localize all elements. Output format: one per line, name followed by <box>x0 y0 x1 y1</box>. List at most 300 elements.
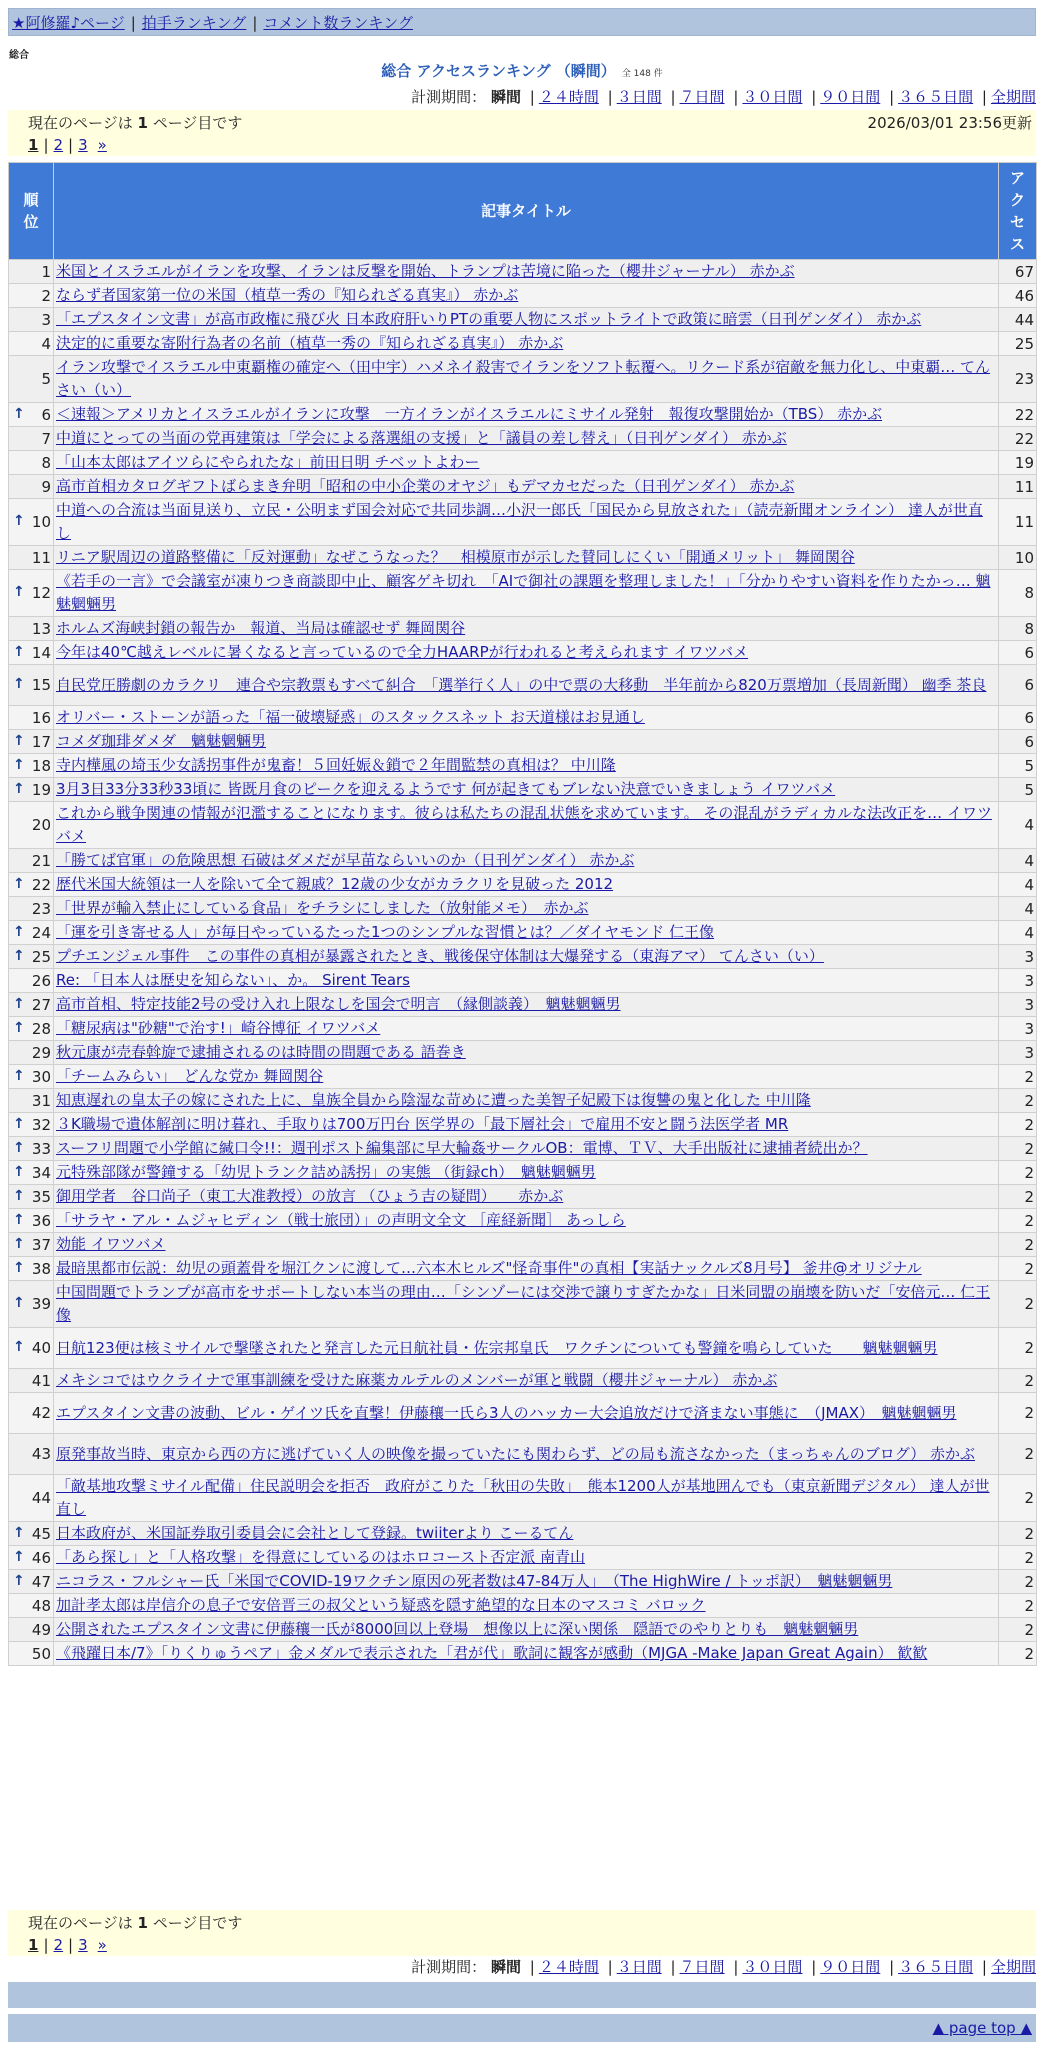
access-count: 3 <box>999 993 1037 1017</box>
title-cell <box>54 1393 999 1434</box>
table-row <box>9 1209 1037 1233</box>
next-page-link[interactable]: » <box>97 136 107 154</box>
period-label: 計測期間： <box>411 88 487 106</box>
access-count: 3 <box>999 1041 1037 1065</box>
rank-number: 48 <box>31 1596 51 1615</box>
rank-cell <box>9 754 54 778</box>
title-cell <box>54 1618 999 1642</box>
rank-cell <box>9 427 54 451</box>
access-count: 5 <box>999 754 1037 778</box>
table-row <box>9 260 1037 284</box>
access-count: 4 <box>999 921 1037 945</box>
rank-number: 20 <box>31 816 51 834</box>
rank-header: 順位 <box>9 163 54 260</box>
table-row <box>9 356 1037 403</box>
title-cell <box>54 1137 999 1161</box>
top-nav <box>8 8 1036 36</box>
article-link[interactable]: 歴代米国大統領は一人を除いて全て親戚？12歳の少女がカラクリを見破った 2012 <box>56 875 614 893</box>
rank-cell <box>9 993 54 1017</box>
category-label: 総合 <box>9 50 29 61</box>
rank-number: 32 <box>31 1115 51 1134</box>
rank-number: 28 <box>31 1019 51 1038</box>
rank-number: 47 <box>31 1572 51 1591</box>
title-cell <box>54 499 999 546</box>
title-cell <box>54 1113 999 1137</box>
rank-up-arrow-icon: ↑ <box>13 1211 25 1228</box>
title-cell <box>54 403 999 427</box>
rank-cell <box>9 403 54 427</box>
table-row <box>9 1618 1037 1642</box>
table-row <box>9 1161 1037 1185</box>
article-link[interactable]: 効能 イワツバメ <box>56 1235 166 1253</box>
period-link-90d[interactable]: ９０日間 <box>820 1958 881 1976</box>
title-cell <box>54 1522 999 1546</box>
rank-number: 2 <box>41 286 51 305</box>
period-link-90d[interactable]: ９０日間 <box>820 88 881 106</box>
title-cell <box>54 1642 999 1666</box>
rank-up-arrow-icon: ↑ <box>13 1235 25 1252</box>
access-count: 67 <box>999 260 1037 284</box>
article-link[interactable]: 今年は40℃越えレベルに暑くなると言っているので全力HAARPが行われると考えられます イワツバメ <box>56 643 749 661</box>
access-count: 2 <box>999 1393 1037 1434</box>
rank-number: 38 <box>31 1259 51 1278</box>
article-link[interactable]: オリバー・ストーンが語った「福一破壊疑惑」のスタックスネット お天道様はお見通し <box>56 708 645 726</box>
period-link-24h[interactable]: ２４時間 <box>538 88 599 106</box>
rank-cell <box>9 1546 54 1570</box>
table-row <box>9 1113 1037 1137</box>
rank-up-arrow-icon: ↑ <box>13 1259 25 1276</box>
rank-number: 33 <box>31 1139 51 1158</box>
title-cell <box>54 546 999 570</box>
article-link[interactable]: リニア駅周辺の道路整備に「反対運動」なぜこうなった？ 相模原市が示した賛同しにくい「開通メリット」 舞岡関谷 <box>56 548 855 566</box>
article-link[interactable]: 《飛躍日本/7》「りくりゅうペア」金メダルで表示された「君が代」歌詞に観客が感動（MJGA -Make Japan Great Again） 歓歓 <box>56 1644 928 1662</box>
table-header <box>9 163 1037 260</box>
rank-number: 31 <box>31 1091 51 1110</box>
article-link[interactable]: スーフリ問題で小学館に緘口令!!：週刊ポスト編集部に早大輪姦サークルOB：電博、ＴＶ、大手出版社に逮捕者続出か？ <box>56 1139 868 1157</box>
page-info-top <box>8 110 1036 156</box>
table-row <box>9 897 1037 921</box>
page-link-3[interactable]: 3 <box>78 136 88 154</box>
access-count: 2 <box>999 1369 1037 1393</box>
table-row <box>9 546 1037 570</box>
rank-up-arrow-icon: ↑ <box>13 1548 25 1565</box>
table-row <box>9 1257 1037 1281</box>
rank-number: 1 <box>41 262 51 281</box>
table-row <box>9 617 1037 641</box>
page-info-text: 現在のページは <box>28 1914 138 1932</box>
table-row <box>9 873 1037 897</box>
rank-up-arrow-icon: ↑ <box>13 1572 25 1589</box>
current-page-number: 1 <box>137 1914 148 1932</box>
title-cell <box>54 1017 999 1041</box>
page-link-2[interactable]: 2 <box>53 1936 64 1954</box>
article-link[interactable]: 「勝てば官軍」の危険思想 石破はダメだが早苗ならいいのか（日刊ゲンダイ） 赤かぶ <box>56 851 635 869</box>
article-link[interactable]: 日本政府が、米国証券取引委員会に会社として登録。twiiterより こーるてん <box>56 1524 574 1542</box>
page-info-bottom <box>8 1910 1036 1956</box>
title-cell <box>54 754 999 778</box>
access-count: 11 <box>999 499 1037 546</box>
article-link[interactable]: 「チームみらい」 どんな党か 舞岡関谷 <box>56 1067 324 1085</box>
rank-number: 11 <box>31 548 51 567</box>
table-row <box>9 499 1037 546</box>
page-link-2[interactable]: 2 <box>53 136 64 154</box>
access-count: 10 <box>999 546 1037 570</box>
nav-link-applause-ranking[interactable]: 拍手ランキング <box>141 14 247 32</box>
period-link-30d[interactable]: ３０日間 <box>742 88 803 106</box>
page-1: 1 <box>28 1936 39 1954</box>
period-link-365d[interactable]: ３６５日間 <box>898 1958 974 1976</box>
article-link[interactable]: コメダ珈琲ダメダ 魑魅魍魎男 <box>56 732 267 750</box>
rank-number: 45 <box>31 1524 51 1543</box>
article-link[interactable]: 日航123便は核ミサイルで撃墜されたと発言した元日航社員・佐宗邦皇氏 ワクチンについても警鐘を鳴らしていた 魑魅魍魎男 <box>56 1338 938 1357</box>
page-top-link[interactable]: ▲ page top ▲ <box>932 2019 1032 2037</box>
title-cell <box>54 1185 999 1209</box>
access-count: 46 <box>999 284 1037 308</box>
title-cell <box>54 570 999 617</box>
rank-cell <box>9 499 54 546</box>
access-count: 2 <box>999 1137 1037 1161</box>
article-link[interactable]: 知恵遅れの皇太子の嫁にされた上に、皇族全員から陰湿な苛めに遭った美智子妃殿下は復讐の鬼と化した 中川隆 <box>56 1091 811 1109</box>
rank-cell <box>9 1570 54 1594</box>
article-link[interactable]: 「山本太郎はアイツらにやられたな」前田日明 チベットよわー <box>56 453 480 471</box>
title-cell <box>54 356 999 403</box>
title-cell <box>54 427 999 451</box>
period-current: 瞬間 <box>490 88 521 106</box>
rank-cell <box>9 802 54 849</box>
article-link[interactable]: 原発事故当時、東京から西の方に逃げていく人の映像を撮っていたにも関わらず、どの局も流さなかった（まっちゃんのブログ） 赤かぶ <box>56 1444 976 1463</box>
title-cell <box>54 1546 999 1570</box>
title-cell <box>54 1089 999 1113</box>
access-count: 2 <box>999 1570 1037 1594</box>
period-link-7d[interactable]: ７日間 <box>679 88 725 106</box>
title-cell <box>54 1594 999 1618</box>
rank-cell <box>9 1089 54 1113</box>
access-count: 22 <box>999 427 1037 451</box>
nav-link-home[interactable]: ★阿修羅♪ページ <box>12 14 125 32</box>
article-link[interactable]: これから戦争関連の情報が氾濫することになります。彼らは私たちの混乱状態を求めています。 その混乱がラディカルな法改正を… イワツバメ <box>56 804 992 845</box>
rank-cell <box>9 1434 54 1475</box>
title-cell <box>54 1281 999 1328</box>
article-link[interactable]: ならず者国家第一位の米国（植草一秀の『知られざる真実』） 赤かぶ <box>56 286 519 304</box>
access-count: 6 <box>999 706 1037 730</box>
nav-link-comment-ranking[interactable]: コメント数ランキング <box>263 14 413 32</box>
article-link[interactable]: 寺内樺風の埼玉少女誘拐事件が鬼畜！５回妊娠＆鎖で２年間監禁の真相は？ 中川隆 <box>56 756 616 774</box>
rank-up-arrow-icon: ↑ <box>13 643 25 660</box>
rank-number: 22 <box>31 875 51 894</box>
title-cell <box>54 1065 999 1089</box>
rank-number: 23 <box>31 899 51 918</box>
table-row <box>9 1017 1037 1041</box>
article-link[interactable]: 「敵基地攻撃ミサイル配備」住民説明会を拒否 政府がこりた「秋田の失敗」 熊本1200人が基地囲んでも（東京新聞デジタル） 達人が世直し <box>56 1477 990 1518</box>
access-count: 2 <box>999 1281 1037 1328</box>
rank-up-arrow-icon: ↑ <box>13 513 25 529</box>
access-header: アクセス <box>999 163 1037 260</box>
table-row <box>9 706 1037 730</box>
article-link[interactable]: 中国問題でトランプが高市をサポートしない本当の理由…「シンゾーには交渉で譲りすぎたかな」日米同盟の崩壊を防いだ「安倍元… 仁王像 <box>56 1283 991 1324</box>
title-cell <box>54 1233 999 1257</box>
table-row <box>9 1522 1037 1546</box>
rank-up-arrow-icon: ↑ <box>13 1019 25 1036</box>
access-count: 23 <box>999 356 1037 403</box>
table-row <box>9 849 1037 873</box>
title-cell <box>54 665 999 706</box>
article-link[interactable]: 公開されたエプスタイン文書に伊藤穰一氏が8000回以上登場 想像以上に深い関係 隠語でのやりとりも 魑魅魍魎男 <box>56 1620 859 1638</box>
title-cell <box>54 993 999 1017</box>
rank-up-arrow-icon: ↑ <box>13 780 25 797</box>
title-cell <box>54 969 999 993</box>
rank-cell <box>9 1475 54 1522</box>
rank-number: 13 <box>31 619 51 638</box>
rank-number: 6 <box>41 405 51 424</box>
article-link[interactable]: 《若手の一言》で会議室が凍りつき商談即中止、顧客ゲキ切れ 「AIで御社の課題を整理しました！」「分かりやすい資料を作りたかっ… 魑魅魍魎男 <box>56 572 991 613</box>
rank-cell <box>9 1328 54 1369</box>
rank-cell <box>9 570 54 617</box>
title-header: 記事タイトル <box>54 163 999 260</box>
access-count: 3 <box>999 945 1037 969</box>
page-link-3[interactable]: 3 <box>78 1936 88 1954</box>
article-link[interactable]: ニコラス・フルシャー氏「米国でCOVID-19ワクチン原因の死者数は47-84万人」 （The HighWire / トッポ訳） 魑魅魍魎男 <box>56 1572 893 1590</box>
rank-up-arrow-icon: ↑ <box>13 875 25 892</box>
pagination: 1 | 2 | 3 » <box>28 136 107 154</box>
pagination: 1 | 2 | 3 » <box>28 1936 107 1954</box>
rank-cell <box>9 969 54 993</box>
article-link[interactable]: 中道への合流は当面見送り、立民・公明まず国会対応で共同歩調…小沢一郎氏「国民から見放された」（読売新聞オンライン） 達人が世直し <box>56 501 983 542</box>
access-count: 3 <box>999 969 1037 993</box>
title-cell <box>54 1328 999 1369</box>
article-link[interactable]: 「糖尿病は"砂糖"で治す!」崎谷博征 イワツバメ <box>56 1019 381 1037</box>
title-cell <box>54 1369 999 1393</box>
rank-up-arrow-icon: ↑ <box>13 1115 25 1132</box>
table-row <box>9 969 1037 993</box>
rank-cell <box>9 1209 54 1233</box>
title-cell <box>54 332 999 356</box>
access-count: 8 <box>999 617 1037 641</box>
period-link-3d[interactable]: ３日間 <box>616 1958 662 1976</box>
period-link-all[interactable]: 全期間 <box>990 88 1036 106</box>
rank-number: 27 <box>31 995 51 1014</box>
article-link[interactable]: 「サラヤ・アル・ムジャヒディン（戦士旅団）」の声明文全文 ［産経新聞］ あっしら <box>56 1211 626 1229</box>
rank-cell <box>9 451 54 475</box>
rank-number: 44 <box>31 1489 51 1507</box>
access-count: 19 <box>999 451 1037 475</box>
rank-cell <box>9 849 54 873</box>
article-link[interactable]: ＜速報＞アメリカとイスラエルがイランに攻撃 一方イランがイスラエルにミサイル発射 報復攻撃開始か（TBS） 赤かぶ <box>56 405 883 423</box>
table-row <box>9 284 1037 308</box>
table-row <box>9 641 1037 665</box>
title-cell <box>54 897 999 921</box>
rank-number: 36 <box>31 1211 51 1230</box>
article-link[interactable]: 高市首相カタログギフトばらまき弁明「昭和の中小企業のオヤジ」もデマカセだった（日刊ゲンダイ） 赤かぶ <box>56 477 795 495</box>
rank-cell <box>9 1233 54 1257</box>
period-link-3d[interactable]: ３日間 <box>616 88 662 106</box>
access-count: 2 <box>999 1434 1037 1475</box>
rank-number: 3 <box>41 310 51 329</box>
table-row <box>9 945 1037 969</box>
period-selector-bottom: 計測期間： 瞬間 | ２４時間 | ３日間 | ７日間 | ３０日間 | ９０日間 | ３６５日間 | 全期間 <box>411 1958 1036 1976</box>
nav-separator: | <box>130 14 136 32</box>
article-link[interactable]: 「エプスタイン文書」が高市政権に飛び火 日本政府肝いりPTの重要人物にスポットライトで政策に暗雲（日刊ゲンダイ） 赤かぶ <box>56 310 922 328</box>
table-row <box>9 1281 1037 1328</box>
article-link[interactable]: 秋元康が売春斡旋で逮捕されるのは時間の問題である 語巻き <box>56 1043 466 1061</box>
table-row <box>9 730 1037 754</box>
access-count: 4 <box>999 897 1037 921</box>
table-row <box>9 1369 1037 1393</box>
article-link[interactable]: 「世界が輸入禁止にしている食品」をチラシにしました（放射能メモ） 赤かぶ <box>56 899 589 917</box>
rank-number: 14 <box>31 643 51 662</box>
access-count: 2 <box>999 1065 1037 1089</box>
article-link[interactable]: プチエンジェル事件 この事件の真相が暴露されたとき、戦後保守体制は大爆発する（東海アマ） てんさい（い） <box>56 947 824 965</box>
rank-number: 18 <box>31 756 51 775</box>
rank-number: 46 <box>31 1548 51 1567</box>
rank-up-arrow-icon: ↑ <box>13 1067 25 1084</box>
article-link[interactable]: ３K職場で遺体解剖に明け暮れ、手取りは700万円台 医学界の「最下層社会」で雇用不安と闘う法医学者 MR <box>56 1115 789 1133</box>
page-title-text: 総合 アクセスランキング （瞬間） <box>381 62 616 80</box>
article-link[interactable]: 自民党圧勝劇のカラクリ 連合や宗教票もすべて糾合 「選挙行く人」の中で票の大移動 半年前から820万票増加（長周新聞） 幽季 茶良 <box>56 675 987 694</box>
table-row <box>9 475 1037 499</box>
rank-up-arrow-icon: ↑ <box>13 1163 25 1180</box>
article-link[interactable]: 最暗黒都市伝説：幼児の頭蓋骨を堀江クンに渡して…六本木ヒルズ"怪奇事件"の真相【実話ナックルズ8月号】 釜井@オリジナル <box>56 1259 922 1277</box>
rank-number: 43 <box>31 1445 51 1463</box>
current-page-number: 1 <box>137 114 148 132</box>
access-count: 4 <box>999 873 1037 897</box>
rank-cell <box>9 546 54 570</box>
next-page-link[interactable]: » <box>97 1936 107 1954</box>
rank-up-arrow-icon: ↑ <box>13 923 25 940</box>
article-link[interactable]: 高市首相、特定技能2号の受け入れ上限なしを国会で明言 （縁側談義） 魑魅魍魎男 <box>56 995 621 1013</box>
rank-up-arrow-icon: ↑ <box>13 947 25 964</box>
rank-cell <box>9 1522 54 1546</box>
title-cell <box>54 617 999 641</box>
period-link-30d[interactable]: ３０日間 <box>742 1958 803 1976</box>
rank-up-arrow-icon: ↑ <box>13 756 25 773</box>
rank-cell <box>9 730 54 754</box>
rank-number: 9 <box>41 477 51 496</box>
title-cell <box>54 475 999 499</box>
rank-cell <box>9 1113 54 1137</box>
rank-number: 49 <box>31 1620 51 1639</box>
table-row <box>9 1328 1037 1369</box>
article-link[interactable]: 御用学者 谷口尚子（東工大准教授）の放言 （ひょう吉の疑問） 赤かぶ <box>56 1187 564 1205</box>
article-link[interactable]: エプスタイン文書の波動、ビル・ゲイツ氏を直撃！伊藤穰一氏ら3人のハッカー大会追放だけで済まない事態に （JMAX） 魑魅魍魎男 <box>56 1403 957 1422</box>
rank-number: 19 <box>31 780 51 799</box>
rank-number: 34 <box>31 1163 51 1182</box>
table-row <box>9 1570 1037 1594</box>
rank-number: 15 <box>31 676 51 694</box>
title-cell <box>54 1475 999 1522</box>
rank-number: 24 <box>31 923 51 942</box>
rank-cell <box>9 356 54 403</box>
rank-number: 16 <box>31 708 51 727</box>
table-row <box>9 1393 1037 1434</box>
title-cell <box>54 921 999 945</box>
rank-cell <box>9 1642 54 1666</box>
title-cell <box>54 778 999 802</box>
page-info-text: ページ目です <box>147 1914 243 1932</box>
article-link[interactable]: メキシコではウクライナで軍事訓練を受けた麻薬カルテルのメンバーが軍と戦闘（櫻井ジャーナル） 赤かぶ <box>56 1371 778 1389</box>
access-count: 6 <box>999 641 1037 665</box>
article-link[interactable]: 米国とイスラエルがイランを攻撃、イランは反撃を開始、トランプは苦境に陥った（櫻井ジャーナル） 赤かぶ <box>56 262 795 280</box>
rank-cell <box>9 1594 54 1618</box>
access-count: 3 <box>999 1017 1037 1041</box>
access-count: 4 <box>999 849 1037 873</box>
title-cell <box>54 1041 999 1065</box>
title-cell <box>54 706 999 730</box>
rank-number: 5 <box>41 370 51 388</box>
title-cell <box>54 1570 999 1594</box>
rank-number: 42 <box>31 1404 51 1422</box>
rank-cell <box>9 778 54 802</box>
article-link[interactable]: 元特殊部隊が警鐘する「幼児トランク詰め誘拐」の実態 （街録ch） 魑魅魍魎男 <box>56 1163 596 1181</box>
access-count: 11 <box>999 475 1037 499</box>
table-row <box>9 1642 1037 1666</box>
table-row <box>9 570 1037 617</box>
access-count: 4 <box>999 802 1037 849</box>
access-count: 6 <box>999 730 1037 754</box>
table-row <box>9 993 1037 1017</box>
article-link[interactable]: 「あら探し」と「人格攻撃」を得意にしているのはホロコースト否定派 南青山 <box>56 1548 586 1566</box>
article-link[interactable]: 「運を引き寄せる人」が毎日やっているたった1つのシンプルな習慣とは？／ダイヤモンド 仁王像 <box>56 923 715 941</box>
rank-cell <box>9 1369 54 1393</box>
article-link[interactable]: イラン攻撃でイスラエル中東覇権の確定へ（田中宇）ハメネイ殺害でイランをソフト転覆へ。リクード系が宿敵を無力化し、中東覇… てんさい（い） <box>56 358 991 399</box>
rank-up-arrow-icon: ↑ <box>13 1339 25 1355</box>
rank-cell <box>9 475 54 499</box>
title-cell <box>54 849 999 873</box>
rank-cell <box>9 921 54 945</box>
rank-number: 10 <box>31 513 51 531</box>
table-row <box>9 1233 1037 1257</box>
rank-number: 35 <box>31 1187 51 1206</box>
title-cell <box>54 873 999 897</box>
page-title <box>0 60 1044 81</box>
rank-number: 8 <box>41 453 51 472</box>
table-row <box>9 1065 1037 1089</box>
table-row <box>9 754 1037 778</box>
table-row <box>9 802 1037 849</box>
title-cell <box>54 284 999 308</box>
rank-number: 4 <box>41 334 51 353</box>
access-count: 2 <box>999 1185 1037 1209</box>
table-row <box>9 1434 1037 1475</box>
total-count: 全 148 件 <box>621 69 663 79</box>
rank-cell <box>9 1065 54 1089</box>
access-count: 6 <box>999 665 1037 706</box>
title-cell <box>54 802 999 849</box>
access-count: 2 <box>999 1089 1037 1113</box>
article-link[interactable]: 加計孝太郎は岸信介の息子で安倍晋三の叔父という疑惑を隠す絶望的な日本のマスコミ バロック <box>56 1596 706 1614</box>
access-count: 8 <box>999 570 1037 617</box>
rank-up-arrow-icon: ↑ <box>13 1187 25 1204</box>
rank-cell <box>9 1618 54 1642</box>
article-link[interactable]: 3月3日33分33秒33頃に 皆既月食のピークを迎えるようです 何が起きてもブレない決意でいきましょう イワツバメ <box>56 780 836 798</box>
period-link-7d[interactable]: ７日間 <box>679 1958 725 1976</box>
access-count: 2 <box>999 1328 1037 1369</box>
access-count: 44 <box>999 308 1037 332</box>
rank-cell <box>9 1017 54 1041</box>
rank-cell <box>9 641 54 665</box>
period-link-365d[interactable]: ３６５日間 <box>898 88 974 106</box>
access-count: 2 <box>999 1209 1037 1233</box>
article-link[interactable]: 中道にとっての当面の党再建策は「学会による落選組の支援」と「議員の差し替え」（日刊ゲンダイ） 赤かぶ <box>56 429 787 447</box>
article-link[interactable]: Re: 「日本人は歴史を知らない」、か。 Sirent Tears <box>56 971 410 989</box>
rank-cell <box>9 1161 54 1185</box>
article-link[interactable]: ホルムズ海峡封鎖の報告か 報道、当局は確認せず 舞岡関谷 <box>56 619 466 637</box>
table-row <box>9 308 1037 332</box>
article-link[interactable]: 決定的に重要な寄附行為者の名前（植草一秀の『知られざる真実』） 赤かぶ <box>56 334 564 352</box>
period-link-24h[interactable]: ２４時間 <box>538 1958 599 1976</box>
table-row <box>9 403 1037 427</box>
rank-cell <box>9 332 54 356</box>
period-link-all[interactable]: 全期間 <box>990 1958 1036 1976</box>
